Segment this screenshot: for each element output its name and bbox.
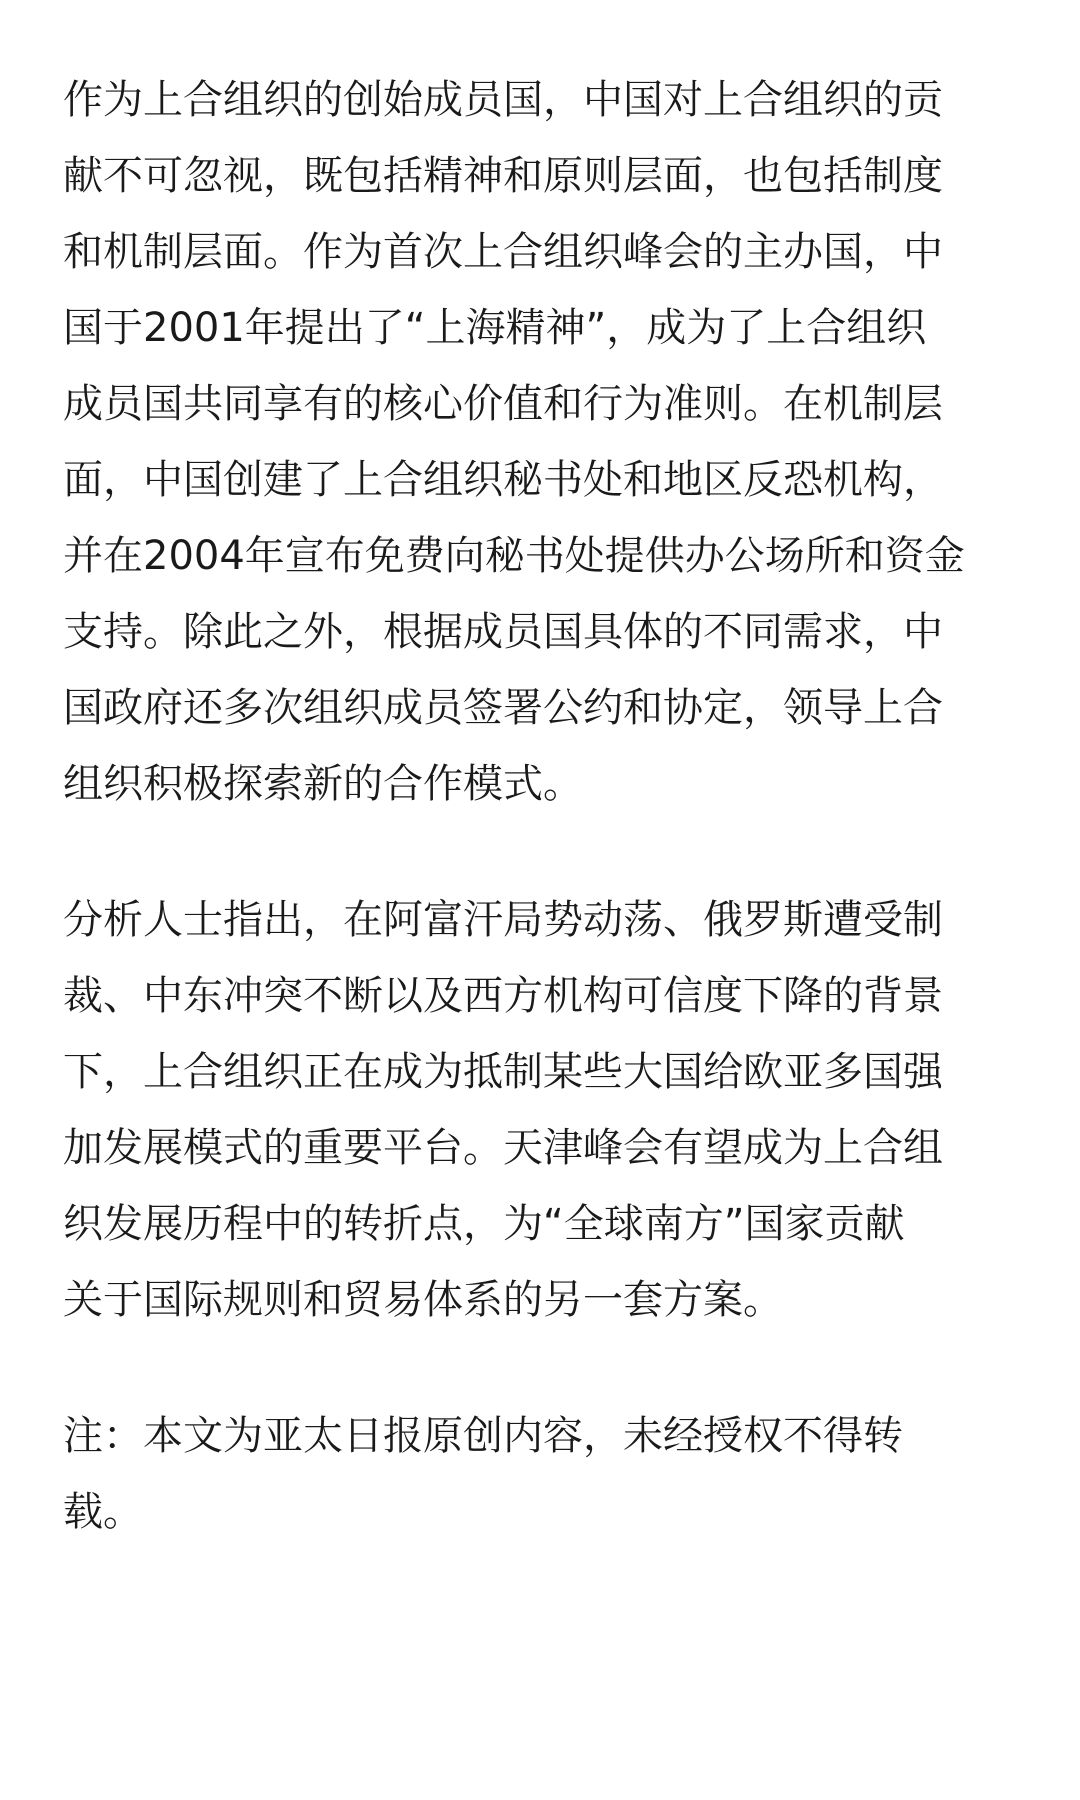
text-line: 面，中国创建了上合组织秘书处和地区反恐机构， <box>63 457 943 503</box>
text-line: 和机制层面。作为首次上合组织峰会的主办国，中 <box>63 229 943 275</box>
text-line: 组织积极探索新的合作模式。 <box>63 761 583 807</box>
text-line: 裁、中东冲突不断以及西方机构可信度下降的背景 <box>63 973 943 1019</box>
text-line: 作为上合组织的创始成员国，中国对上合组织的贡 <box>63 77 943 123</box>
paragraph-shanghai-cooperation-contribution <box>63 62 965 822</box>
text-line: 国政府还多次组织成员签署公约和协定，领导上合 <box>63 685 943 731</box>
text-line: 下，上合组织正在成为抵制某些大国给欧亚多国强 <box>63 1049 943 1095</box>
text-line: 加发展模式的重要平台。天津峰会有望成为上合组 <box>63 1125 943 1171</box>
text-line: 织发展历程中的转折点，为“全球南方”国家贡献 <box>63 1201 905 1247</box>
text-line: 成员国共同享有的核心价值和行为准则。在机制层 <box>63 381 943 427</box>
paragraph-copyright-note <box>63 1398 903 1550</box>
text-line: 国于2001年提出了“上海精神”，成为了上合组织 <box>63 305 927 351</box>
text-line: 注：本文为亚太日报原创内容，未经授权不得转 <box>63 1413 903 1459</box>
text-line: 并在2004年宣布免费向秘书处提供办公场所和资金 <box>63 533 965 579</box>
text-line: 载。 <box>63 1489 143 1535</box>
text-line: 支持。除此之外，根据成员国具体的不同需求，中 <box>63 609 943 655</box>
text-line: 关于国际规则和贸易体系的另一套方案。 <box>63 1277 783 1323</box>
text-line: 分析人士指出，在阿富汗局势动荡、俄罗斯遭受制 <box>63 897 943 943</box>
text-line: 献不可忽视，既包括精神和原则层面，也包括制度 <box>63 153 943 199</box>
paragraph-analyst-view <box>63 882 943 1338</box>
